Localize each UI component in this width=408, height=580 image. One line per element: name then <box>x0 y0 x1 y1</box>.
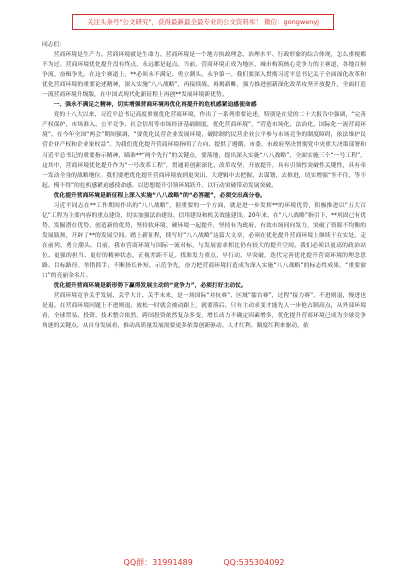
subheading-2: 优化提升营商环境是新形势下赢得发展主动的“竞争力”，必须打好主动仗。 <box>53 283 247 290</box>
paragraph-subheading-2: 营商环境竞争关乎发展、关乎大计、关乎未来，是一场国际“对抗赛”、区域“擂台赛”，过程“接力赛”，不进则退，慢进也是退。在营商环境问题上不进则退、放松一时就会被动跟上，就要落后。只有主动求变才能先人一步抢占制高点，从外部环境看，全球贸易、投资、技术整合依然，跨国投资依然复杂多变，增长动力不确定因素增多，优化提升营商环境已成为全球竞争角逐的关键点。从自身发展看，推动高质量发展需要更多依靠创新驱动、人才红利、制度红利来驱动，依 <box>42 293 366 330</box>
banner-text: 关注头条号"公文研究"，获得最新最全最专业的公文资料库！ 微信：gongwenyj <box>87 18 319 26</box>
footer-contacts <box>0 556 408 570</box>
section-heading-1: 一、强永不满足之精神，切实增强营商环境再优化再提升的危机感紧迫感使命感 <box>53 102 257 109</box>
paragraph-section-1: 党的十八大以来，习近平总书记高度重视优化营商环境，作出了一系列重要论述，特别是在党的二十大报告中强调，“完善产权保护、市场准入、公平竞争、社会信用等市场经济基础制度，优化营商环境”，“营造市场化、法治化、国际化一流营商环境”。在今年全国“两会”期间强调，“要优化民营企业发展环境，破除制约民营企业公平参与市场竞争的制度障碍，依法维护民营企业产权和企业家权益”。为我们优化提升营商环境指明了方向、提供了遵循。市委、市政府坚决贯彻党中央重大决策部署和习近平总书记的重要指示精神，瞄准**“两个先行”的关键点，要落地，提出深入实施“八八战略”、全面实施三个“一号工程”，这其中，营商环境优化提升作为“一号改革工程”，贯通着创新深化、改革攻坚、开放提升，具有引领性突破性关键性，具有牵一发动全身的战略地位。我们要把优化提升营商环境放到更突出、大逻辑中去把握、去谋划、去推进，切实增强“坐不住、等不起、慢不得”的危机感紧迫感使命感，以思想提升引领环境跃升、以行动突破带动发展突破。 <box>42 112 366 189</box>
header-banner <box>72 14 334 30</box>
subheading-1: 优化提升营商环境是新征程上深入实施“八八战略”的“必答题”，必须交出高分卷。 <box>53 192 266 199</box>
qq-number: QQ:535304092 <box>223 558 285 567</box>
paragraph-intro: 营商环境是生产力。营商环境就是生命力。营商环境是一个地方执政理念、治理水平、行政形象的综合体现，怎么重视都不为过。营商环境优化提升没有终点，永远都是起点。当前，营商环境正成为地区、城市构筑核心竞争力的主赛道，各地百舸争流、奋楫争先。在这个赛道上，**必须永不满足、勇立潮头、永争第一。我们要深入贯彻习近平总书记关于全面深化改革和优化营商环境的重要论述精神，深入实施“八八战略”，再接续战、再揭新帷，强力推进创新深化改革攻坚开放提升，全面打造一流营商环境升级版，在中国式现代化新征程上再创**发展环境新优势。 <box>42 52 366 99</box>
paragraph-subheading-1: 习近平同志在**工作期间作出的“八八战略”，很重要的一个方面，就是进一步发挥**的环境优势，积极推进以“五大百亿”工程为主要内容的重点建设，切实加强法治建设、信用建设和机关效能建设。20年来，在“八八战略”指引下，**巩固已有优势、发掘潜在优势、创造新的优势，坚持软环境、硬环境一起提升，坚持有为政府、有效市场同向发力，突破了资源不均衡的发展瓶颈，开辟了**的发展空间。踏上新征程，续写好“八八战略”这篇大文章，必须在优化提升营商环境上继续干在实处、走在前列、勇立潮头。目前，我市营商环境与国际一流对标，与发展需求相比仍有较大的提升空间。我们必须以更高的政治站位、更强的担当、更好的精神状态，正视差距不足，找准发力重点，早行动、早突破，迭代完善优化提升营商环境的理念思路、目标路径、举措抓手，不断扬长补短、示范争先，奋力把营商环境打造成为深入实施“八八战略”的标志性成果、“重要窗口”的亮丽金名片。 <box>42 202 366 280</box>
qq-group: QQ群：31991489 <box>123 558 193 567</box>
document-body <box>42 40 366 548</box>
salutation: 同志们： <box>42 42 66 48</box>
